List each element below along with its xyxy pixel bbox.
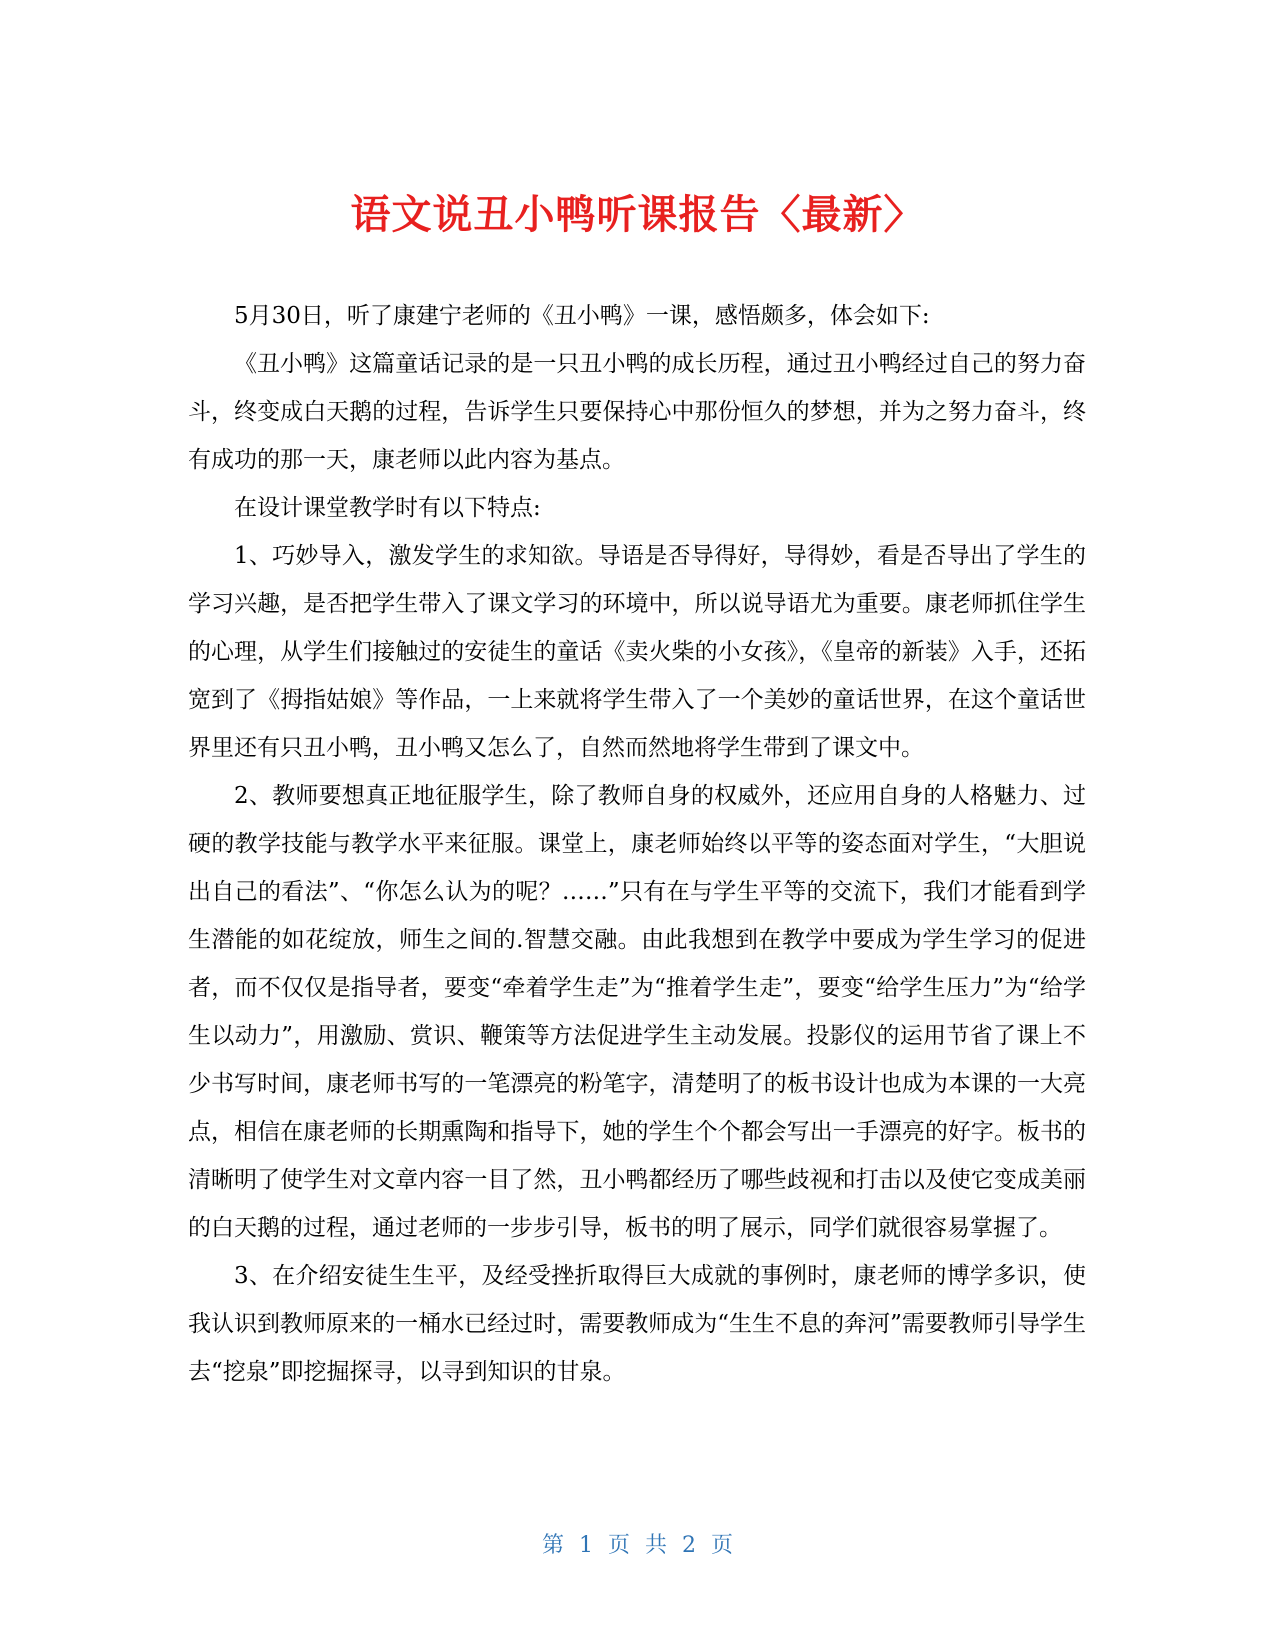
paragraph-features-heading: 在设计课堂教学时有以下特点: <box>234 495 541 521</box>
paragraph-summary: 《丑小鸭》这篇童话记录的是一只丑小鸭的成长历程，通过丑小鸭经过自己的努力奋斗，终变成白天鹅的过程，告诉学生只要保持心中那份恒久的梦想，并为之努力奋斗，终有成功的那一天，康老师以此内容为基点。 <box>188 351 1086 473</box>
document-title: 语文说丑小鸭听课报告〈最新〉 <box>350 191 925 238</box>
paragraph-point-2: 2、教师要想真正地征服学生，除了教师自身的权威外，还应用自身的人格魅力、过硬的教学技能与教学水平来征服。课堂上，康老师始终以平等的姿态面对学生，“大胆说出自己的看法”、“你怎么认为的呢？……”只有在与学生平等的交流下，我们才能看到学生潜能的如花绽放，师生之间的.智慧交融。由此我想到在教学中要成为学生学习的促进者，而不仅仅是指导者，要变“牵着学生走”为“推着学生走”，要变“给学生压力”为“给学生以动力”，用激励、赏识、鞭策等方法促进学生主动发展。投影仪的运用节省了课上不少书写时间，康老师书写的一笔漂亮的粉笔字，清楚明了的板书设计也成为本课的一大亮点，相信在康老师的长期熏陶和指导下，她的学生个个都会写出一手漂亮的好字。板书的清晰明了使学生对文章内容一目了然，丑小鸭都经历了哪些歧视和打击以及使它变成美丽的白天鹅的过程，通过老师的一步步引导，板书的明了展示，同学们就很容易掌握了。 <box>188 783 1086 1241</box>
document-body <box>188 292 1086 1396</box>
paragraph-point-1: 1、巧妙导入，激发学生的求知欲。导语是否导得好，导得妙，看是否导出了学生的学习兴趣，是否把学生带入了课文学习的环境中，所以说导语尤为重要。康老师抓住学生的心理，从学生们接触过的安徒生的童话《卖火柴的小女孩》，《皇帝的新装》入手，还拓宽到了《拇指姑娘》等作品，一上来就将学生带入了一个美妙的童话世界，在这个童话世界里还有只丑小鸭，丑小鸭又怎么了，自然而然地将学生带到了课文中。 <box>188 543 1086 761</box>
paragraph-point-3: 3、在介绍安徒生生平，及经受挫折取得巨大成就的事例时，康老师的博学多识，使我认识到教师原来的一桶水已经过时，需要教师成为“生生不息的奔河”需要教师引导学生去“挖泉”即挖掘探寻，以寻到知识的甘泉。 <box>188 1263 1086 1385</box>
page-number-footer: 第 1 页 共 2 页 <box>542 1533 733 1558</box>
paragraph-intro: 5月30日，听了康建宁老师的《丑小鸭》一课，感悟颇多，体会如下: <box>234 303 930 329</box>
